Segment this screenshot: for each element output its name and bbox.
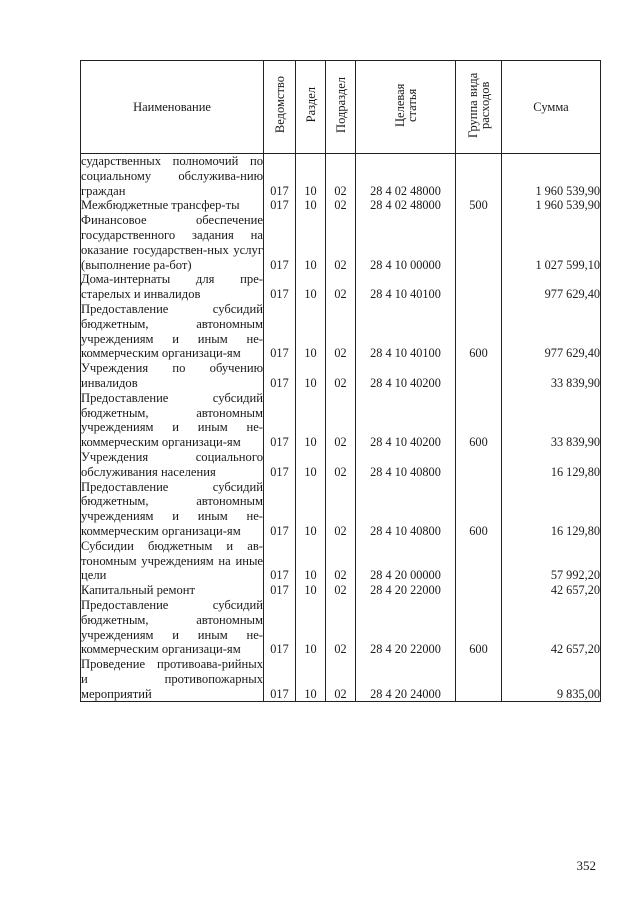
table-row <box>81 480 601 539</box>
cell-group <box>456 450 502 480</box>
cell-target: 28 4 10 00000 <box>356 213 456 272</box>
table-row <box>81 198 601 213</box>
cell-sub: 02 <box>326 198 356 213</box>
table-row <box>81 302 601 361</box>
cell-target: 28 4 02 48000 <box>356 154 456 199</box>
table-row <box>81 657 601 702</box>
table-row <box>81 213 601 272</box>
table-row <box>81 154 601 199</box>
cell-name: Предоставление субсидий бюджетным, автономным учреждениям и иным не-коммерческим организаци-ям <box>81 301 263 361</box>
cell-sub: 02 <box>326 154 356 199</box>
cell-dept: 017 <box>264 272 296 302</box>
cell-group <box>456 539 502 583</box>
cell-sub: 02 <box>326 583 356 598</box>
cell-group <box>456 657 502 702</box>
cell-group <box>456 361 502 391</box>
cell-sub: 02 <box>326 391 356 450</box>
cell-dept: 017 <box>264 450 296 480</box>
cell-name: Межбюджетные трансфер-ты <box>81 198 264 213</box>
cell-target: 28 4 10 40800 <box>356 450 456 480</box>
cell-sec: 10 <box>296 391 326 450</box>
cell-group: 500 <box>456 198 502 213</box>
table-body <box>81 154 601 702</box>
cell-name: Капитальный ремонт <box>81 583 264 598</box>
cell-name: Предоставление субсидий бюджетным, автономным учреждениям и иным не-коммерческим организаци-ям <box>81 597 263 657</box>
cell-sec: 10 <box>296 213 326 272</box>
cell-sum: 1 960 539,90 <box>502 154 601 199</box>
cell-sum: 57 992,20 <box>502 539 601 583</box>
cell-sec: 10 <box>296 361 326 391</box>
cell-target: 28 4 20 22000 <box>356 583 456 598</box>
cell-sum: 33 839,90 <box>502 361 601 391</box>
cell-group <box>456 213 502 272</box>
cell-dept: 017 <box>264 302 296 361</box>
cell-sum: 16 129,80 <box>502 480 601 539</box>
cell-sec: 10 <box>296 657 326 702</box>
cell-target: 28 4 20 00000 <box>356 539 456 583</box>
cell-sec: 10 <box>296 598 326 657</box>
page-number: 352 <box>576 858 596 873</box>
table-row <box>81 598 601 657</box>
table-row <box>81 450 601 480</box>
header-dept: Ведомство <box>264 61 296 154</box>
cell-sub: 02 <box>326 450 356 480</box>
table-row <box>81 583 601 598</box>
cell-sub: 02 <box>326 213 356 272</box>
cell-sum: 977 629,40 <box>502 272 601 302</box>
cell-name: Предоставление субсидий бюджетным, автономным учреждениям и иным не-коммерческим организаци-ям <box>81 479 263 538</box>
table-row <box>81 391 601 450</box>
cell-sum: 16 129,80 <box>502 450 601 480</box>
cell-sec: 10 <box>296 154 326 199</box>
table-header-row <box>81 61 601 154</box>
cell-name: сударственных полномочий по социальному обслужива-нию граждан <box>81 154 263 198</box>
cell-sum: 1 027 599,10 <box>502 213 601 272</box>
cell-dept: 017 <box>264 539 296 583</box>
budget-table <box>80 60 601 702</box>
cell-name: Финансовое обеспечение государственного задания на оказание государствен-ных услуг (выполнение ра-бот) <box>81 213 263 272</box>
cell-sub: 02 <box>326 272 356 302</box>
cell-dept: 017 <box>264 361 296 391</box>
header-subsection: Подраздел <box>326 61 356 154</box>
cell-target: 28 4 20 22000 <box>356 598 456 657</box>
header-section: Раздел <box>296 61 326 154</box>
cell-sub: 02 <box>326 302 356 361</box>
cell-sum: 42 657,20 <box>502 598 601 657</box>
cell-name: Субсидии бюджетным и ав-тономным учреждениям на иные цели <box>81 538 263 583</box>
cell-name: Дома-интернаты для пре-старелых и инвалидов <box>81 272 263 302</box>
cell-name: Проведение противоава-рийных и противопожарных мероприятий <box>81 657 263 701</box>
cell-sub: 02 <box>326 598 356 657</box>
cell-dept: 017 <box>264 213 296 272</box>
cell-sum: 33 839,90 <box>502 391 601 450</box>
cell-sub: 02 <box>326 657 356 702</box>
cell-name: Предоставление субсидий бюджетным, автономным учреждениям и иным не-коммерческим организаци-ям <box>81 390 263 450</box>
table-row <box>81 361 601 391</box>
cell-name: Учреждения социального обслуживания населения <box>81 449 263 479</box>
cell-dept: 017 <box>264 198 296 213</box>
table-row <box>81 539 601 583</box>
header-target: Целевая статья <box>356 61 456 154</box>
cell-sum: 42 657,20 <box>502 583 601 598</box>
cell-sec: 10 <box>296 583 326 598</box>
cell-group: 600 <box>456 598 502 657</box>
cell-target: 28 4 10 40100 <box>356 302 456 361</box>
cell-sub: 02 <box>326 539 356 583</box>
cell-sec: 10 <box>296 198 326 213</box>
cell-sec: 10 <box>296 480 326 539</box>
cell-dept: 017 <box>264 154 296 199</box>
cell-dept: 017 <box>264 598 296 657</box>
cell-target: 28 4 20 24000 <box>356 657 456 702</box>
cell-group <box>456 272 502 302</box>
cell-group <box>456 154 502 199</box>
cell-sum: 9 835,00 <box>502 657 601 702</box>
cell-sum: 977 629,40 <box>502 302 601 361</box>
cell-group: 600 <box>456 480 502 539</box>
table-row <box>81 272 601 302</box>
cell-sec: 10 <box>296 539 326 583</box>
cell-target: 28 4 10 40800 <box>356 480 456 539</box>
cell-sec: 10 <box>296 272 326 302</box>
cell-dept: 017 <box>264 480 296 539</box>
cell-group: 600 <box>456 391 502 450</box>
cell-sub: 02 <box>326 361 356 391</box>
cell-sub: 02 <box>326 480 356 539</box>
cell-sec: 10 <box>296 302 326 361</box>
cell-name: Учреждения по обучению инвалидов <box>81 361 263 390</box>
cell-dept: 017 <box>264 583 296 598</box>
cell-target: 28 4 10 40200 <box>356 391 456 450</box>
cell-group: 600 <box>456 302 502 361</box>
header-group: Группа вида расходов <box>456 61 502 154</box>
cell-target: 28 4 02 48000 <box>356 198 456 213</box>
cell-dept: 017 <box>264 391 296 450</box>
cell-target: 28 4 10 40100 <box>356 272 456 302</box>
cell-sum: 1 960 539,90 <box>502 198 601 213</box>
cell-dept: 017 <box>264 657 296 702</box>
cell-sec: 10 <box>296 450 326 480</box>
header-sum: Сумма <box>502 61 601 154</box>
cell-group <box>456 583 502 598</box>
header-name: Наименование <box>81 61 264 154</box>
cell-target: 28 4 10 40200 <box>356 361 456 391</box>
